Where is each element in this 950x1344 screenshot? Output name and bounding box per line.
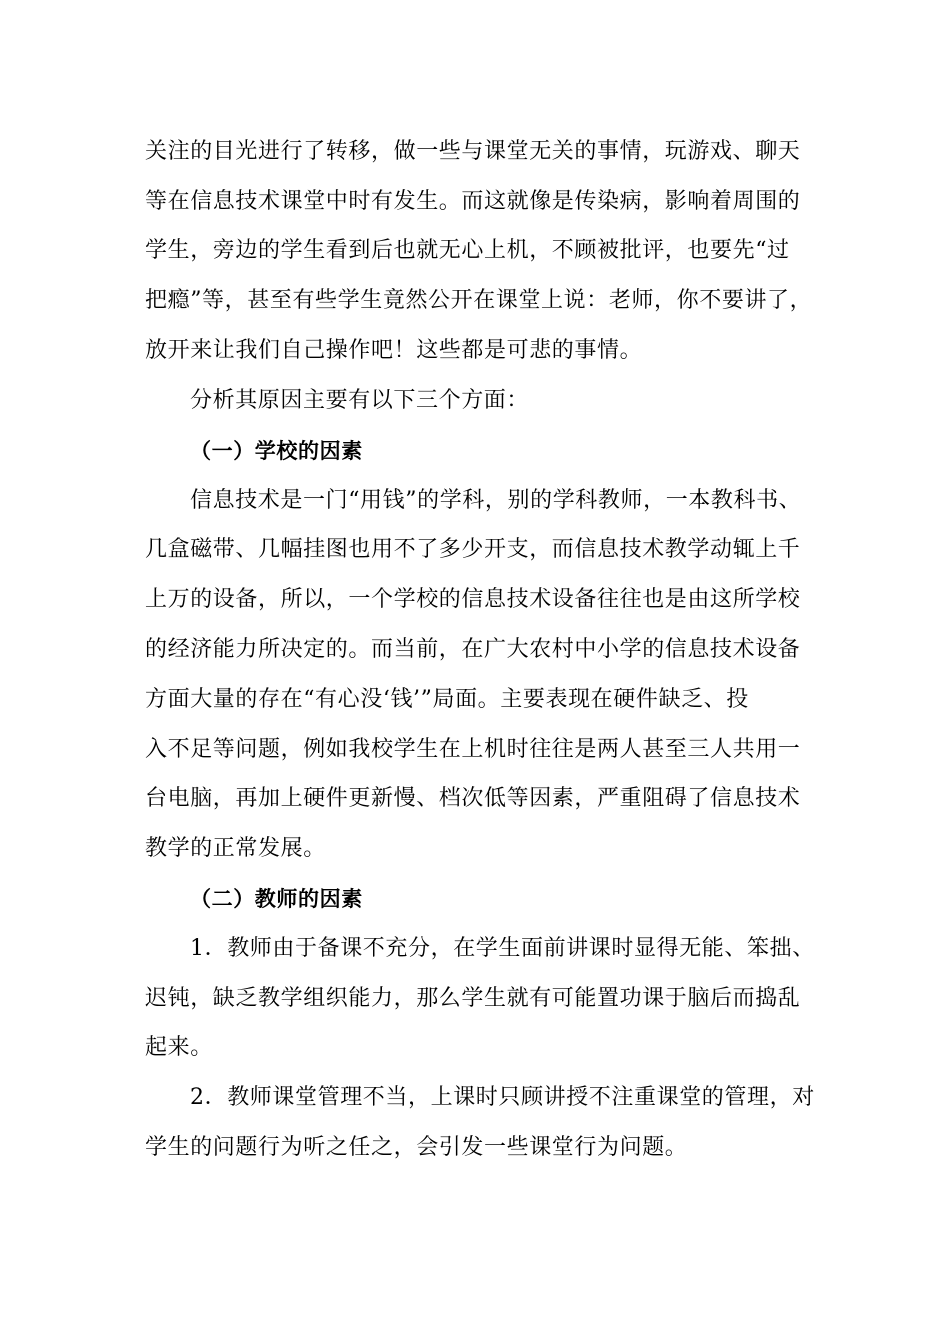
body-text-line: 学生，旁边的学生看到后也就无心上机，不顾被批评，也要先“过	[145, 238, 790, 263]
body-text-line: 教学的正常发展。	[145, 836, 326, 861]
body-text-line: 把瘾”等，甚至有些学生竟然公开在课堂上说：老师，你不要讲了，	[145, 288, 813, 313]
body-text-line: 几盒磁带、几幅挂图也用不了多少开支，而信息技术教学动辄上千	[145, 537, 801, 562]
body-text-line: 学生的问题行为听之任之，会引发一些课堂行为问题。	[145, 1135, 688, 1160]
body-text-line: 起来。	[145, 1035, 213, 1060]
section-heading-school: （一）学校的因素	[190, 439, 363, 463]
body-text-line: 关注的目光进行了转移，做一些与课堂无关的事情，玩游戏、聊天	[145, 139, 801, 164]
section-heading-teacher: （二）教师的因素	[190, 887, 363, 911]
list-item-1: 1．教师由于备课不充分，在学生面前讲课时显得无能、笨拙、	[190, 936, 815, 961]
body-text-line: 迟钝，缺乏教学组织能力，那么学生就有可能置功课于脑后而捣乱	[145, 986, 801, 1011]
paragraph-intro: 分析其原因主要有以下三个方面：	[190, 388, 530, 413]
list-item-2: 2．教师课堂管理不当，上课时只顾讲授不注重课堂的管理，对	[190, 1085, 815, 1110]
body-text-line: 信息技术是一门“用钱”的学科，别的学科教师，一本教科书、	[190, 488, 802, 513]
body-text-line: 上万的设备，所以，一个学校的信息技术设备往往也是由这所学校	[145, 587, 801, 612]
body-text-line: 入不足等问题，例如我校学生在上机时往往是两人甚至三人共用一	[145, 737, 801, 762]
body-text-line: 等在信息技术课堂中时有发生。而这就像是传染病，影响着周围的	[145, 189, 801, 214]
body-text-line: 方面大量的存在“有心没‘钱’”局面。主要表现在硬件缺乏、投	[145, 687, 749, 712]
body-text-line: 台电脑，再加上硬件更新慢、档次低等因素，严重阻碍了信息技术	[145, 786, 801, 811]
body-text-line: 放开来让我们自己操作吧！这些都是可悲的事情。	[145, 338, 643, 363]
body-text-line: 的经济能力所决定的。而当前，在广大农村中小学的信息技术设备	[145, 637, 801, 662]
